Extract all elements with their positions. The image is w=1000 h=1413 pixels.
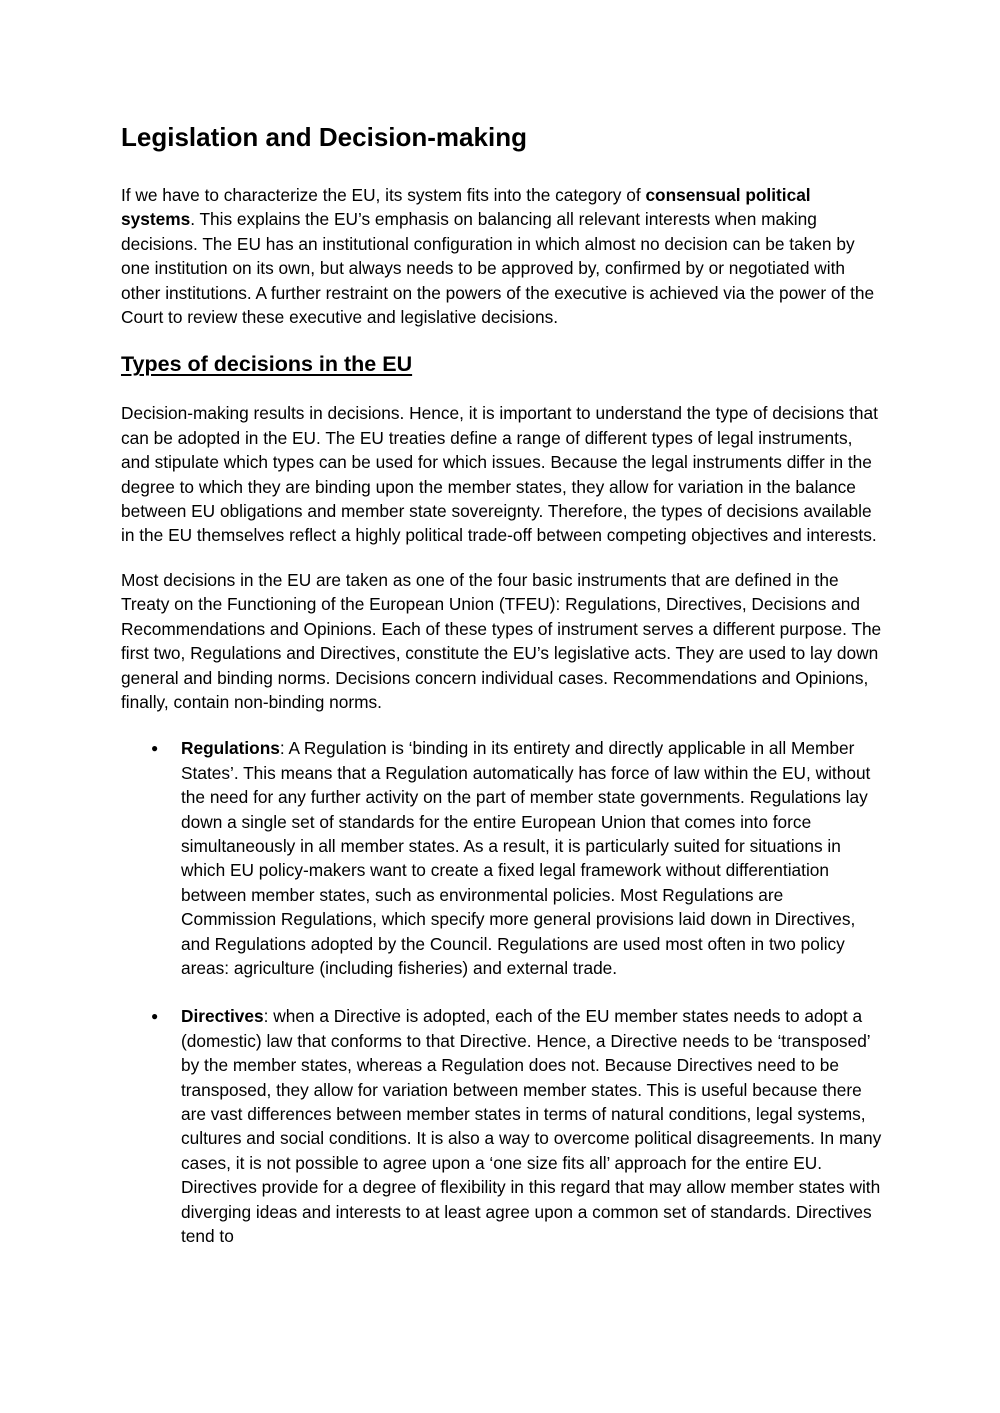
instrument-list <box>121 736 883 1248</box>
intro-text-end: . This explains the EU’s emphasis on balancing all relevant interests when making decisions. The EU has an institutional configuration in which almost no decision can be taken by one institution on its own, but always needs to be approved by, confirmed by or negotiated with other institutions. A further restraint on the powers of the executive is achieved via the power of the Court to review these executive and legislative decisions. <box>121 209 875 328</box>
body-paragraph: Decision-making results in decisions. Hence, it is important to understand the type of decisions that can be adopted in the EU. The EU treaties define a range of different types of legal instruments, and stipulate which types can be used for which issues. Because the legal instruments differ in the degree to which they are binding upon the member states, they allow for variation in the balance between EU obligations and member state sovereignty. Therefore, the types of decisions available in the EU themselves reflect a highly political trade-off between competing objectives and interests. <box>121 403 878 546</box>
document-page <box>121 118 883 1272</box>
list-item-regulations <box>121 736 883 980</box>
bullet-icon: ● <box>151 741 159 756</box>
list-item-text: : A Regulation is ‘binding in its entirety and directly applicable in all Member States’. This means that a Regulation automatically has force of law within the EU, without the need for any further activity on the part of member state governments. Regulations lay down a single set of standards for the entire European Union that comes into force simultaneously in all member states. As a result, it is particularly suited for situations in which EU policy-makers want to create a fixed legal framework without differentiation between member states, such as environmental policies. Most Regulations are Commission Regulations, which specify more general provisions laid down in Directives, and Regulations adopted by the Council. Regulations are used most often in two policy areas: agriculture (including fisheries) and external trade. <box>181 738 871 978</box>
bullet-icon: ● <box>151 1009 159 1024</box>
intro-text-start: If we have to characterize the EU, its system fits into the category of <box>121 185 646 205</box>
list-item-text: : when a Directive is adopted, each of the EU member states needs to adopt a (domestic) law that conforms to that Directive. Hence, a Directive needs to be ‘transposed’ by the member states, whereas a Regulation does not. Because Directives need to be transposed, they allow for variation between member states. This is useful because there are vast differences between member states in terms of natural conditions, legal systems, cultures and social conditions. It is also a way to overcome political disagreements. In many cases, it is not possible to agree upon a ‘one size fits all’ approach for the entire EU. Directives provide for a degree of flexibility in this regard that may allow member states with diverging ideas and interests to at least agree upon a common set of standards. Directives tend to <box>181 1006 882 1247</box>
page-title: Legislation and Decision-making <box>121 122 527 152</box>
body-paragraph: Most decisions in the EU are taken as one of the four basic instruments that are defined in the Treaty on the Functioning of the European Union (TFEU): Regulations, Directives, Decisions and Recommendations and Opinions. Each of these types of instrument serves a different purpose. The first two, Regulations and Directives, constitute the EU’s legislative acts. They are used to lay down general and binding norms. Decisions concern individual cases. Recommendations and Opinions, finally, contain non-binding norms. <box>121 569 882 712</box>
section-heading: Types of decisions in the EU <box>121 352 413 377</box>
intro-paragraph <box>121 183 883 329</box>
list-item-term: Regulations <box>181 738 280 759</box>
list-item-term: Directives <box>181 1006 264 1027</box>
list-item-directives <box>121 1004 883 1248</box>
intro-bold-term: consensual political systems <box>121 185 811 230</box>
